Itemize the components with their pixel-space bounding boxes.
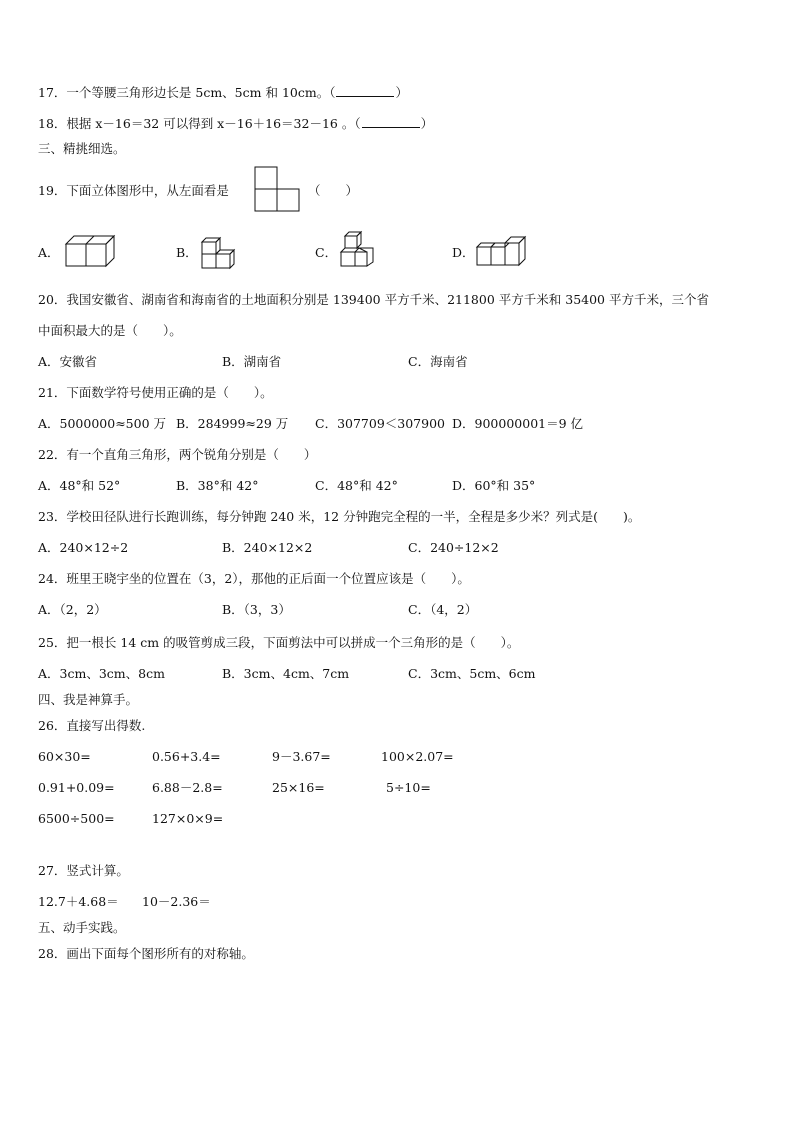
question-21: 21．下面数学符号使用正确的是（ ）。 — [38, 385, 273, 400]
question-23: 23．学校田径队进行长跑训练，每分钟跑 240 米，12 分钟跑完全程的一半，全程是多少米？列式是( )。 — [38, 509, 641, 524]
q20-option-c[interactable]: C．海南省 — [408, 354, 468, 369]
question-19 — [38, 183, 229, 199]
question-22: 22．有一个直角三角形，两个锐角分别是（ ） — [38, 447, 317, 462]
q19-text: 19．下面立体图形中，从左面看是 — [38, 183, 229, 198]
question-20-line-2: 中面积最大的是（ ）。 — [38, 323, 182, 338]
cube-stack-a-icon — [62, 232, 118, 270]
q26-item: 60×30= — [38, 749, 91, 764]
q18-text: 18．根据 x－16＝32 可以得到 x－16＋16＝32－16 。（ — [38, 116, 361, 131]
q26-item: 9－3.67= — [272, 749, 331, 764]
q24-option-c[interactable]: C．（4，2） — [408, 602, 478, 617]
question-24: 24．班里王晓宇坐的位置在（3，2），那他的正后面一个位置应该是（ ）。 — [38, 571, 470, 586]
q25-option-a[interactable]: A．3cm、3cm、8cm — [38, 666, 165, 681]
question-26: 26．直接写出得数. — [38, 718, 146, 733]
q18-answer-blank[interactable] — [362, 115, 420, 128]
q21-option-a[interactable]: A．5000000≈500 万 — [38, 416, 167, 431]
q19-paren: （ ） — [308, 183, 359, 198]
q20-option-a[interactable]: A．安徽省 — [38, 354, 98, 369]
cube-stack-d-icon — [474, 235, 534, 269]
q26-item: 100×2.07= — [381, 749, 454, 764]
q19-option-d[interactable]: D． — [452, 245, 475, 260]
q26-item: 25×16= — [272, 780, 325, 795]
q21-option-b[interactable]: B．284999≈29 万 — [176, 416, 289, 431]
q27-item: 10－2.36＝ — [142, 894, 211, 909]
q22-option-a[interactable]: A．48°和 52° — [38, 478, 121, 493]
q24-option-a[interactable]: A．（2，2） — [38, 602, 107, 617]
q17-text: 17．一个等腰三角形边长是 5cm、5cm 和 10cm。（ — [38, 85, 336, 100]
section-3-heading: 三、精挑细选。 — [38, 141, 126, 156]
question-27: 27．竖式计算。 — [38, 863, 129, 878]
cube-stack-b-icon — [198, 234, 242, 272]
q22-option-d[interactable]: D．60°和 35° — [452, 478, 536, 493]
q19-option-c[interactable]: C． — [315, 245, 338, 260]
section-5-heading: 五、动手实践。 — [38, 920, 126, 935]
q19-option-a[interactable]: A． — [38, 245, 60, 260]
q26-item: 0.56+3.4= — [152, 749, 221, 764]
q26-item: 6.88－2.8= — [152, 780, 223, 795]
q17-answer-blank[interactable] — [336, 84, 394, 97]
q25-option-c[interactable]: C．3cm、5cm、6cm — [408, 666, 536, 681]
question-25: 25．把一根长 14 cm 的吸管剪成三段，下面剪法中可以拼成一个三角形的是（ ）。 — [38, 635, 520, 650]
q20-option-b[interactable]: B．湖南省 — [222, 354, 282, 369]
q19-option-b[interactable]: B． — [176, 245, 198, 260]
q26-item: 127×0×9= — [152, 811, 224, 826]
q27-item: 12.7＋4.68＝ — [38, 894, 119, 909]
question-17: 17．一个等腰三角形边长是 5cm、5cm 和 10cm。（ ） — [38, 85, 408, 100]
cube-stack-c-icon — [337, 230, 381, 272]
q23-option-a[interactable]: A．240×12÷2 — [38, 540, 129, 555]
q26-item: 5÷10= — [386, 780, 431, 795]
question-18: 18．根据 x－16＝32 可以得到 x－16＋16＝32－16 。（ ） — [38, 116, 434, 131]
q26-item: 0.91+0.09= — [38, 780, 115, 795]
q23-option-b[interactable]: B．240×12×2 — [222, 540, 313, 555]
question-28: 28．画出下面每个图形所有的对称轴。 — [38, 946, 254, 961]
q22-option-c[interactable]: C．48°和 42° — [315, 478, 398, 493]
q22-option-b[interactable]: B．38°和 42° — [176, 478, 259, 493]
q21-option-c[interactable]: C．307709＜307900 — [315, 416, 445, 431]
left-view-shape-icon — [254, 166, 302, 214]
section-4-heading: 四、我是神算手。 — [38, 692, 139, 707]
q26-item: 6500÷500= — [38, 811, 115, 826]
question-20: 20．我国安徽省、湖南省和海南省的土地面积分别是 139400 平方千米、211800 平方千米和 35400 平方千米，三个省 — [38, 292, 709, 307]
q21-option-d[interactable]: D．900000001＝9 亿 — [452, 416, 584, 431]
q23-option-c[interactable]: C．240÷12×2 — [408, 540, 499, 555]
q24-option-b[interactable]: B．（3，3） — [222, 602, 291, 617]
q25-option-b[interactable]: B．3cm、4cm、7cm — [222, 666, 350, 681]
